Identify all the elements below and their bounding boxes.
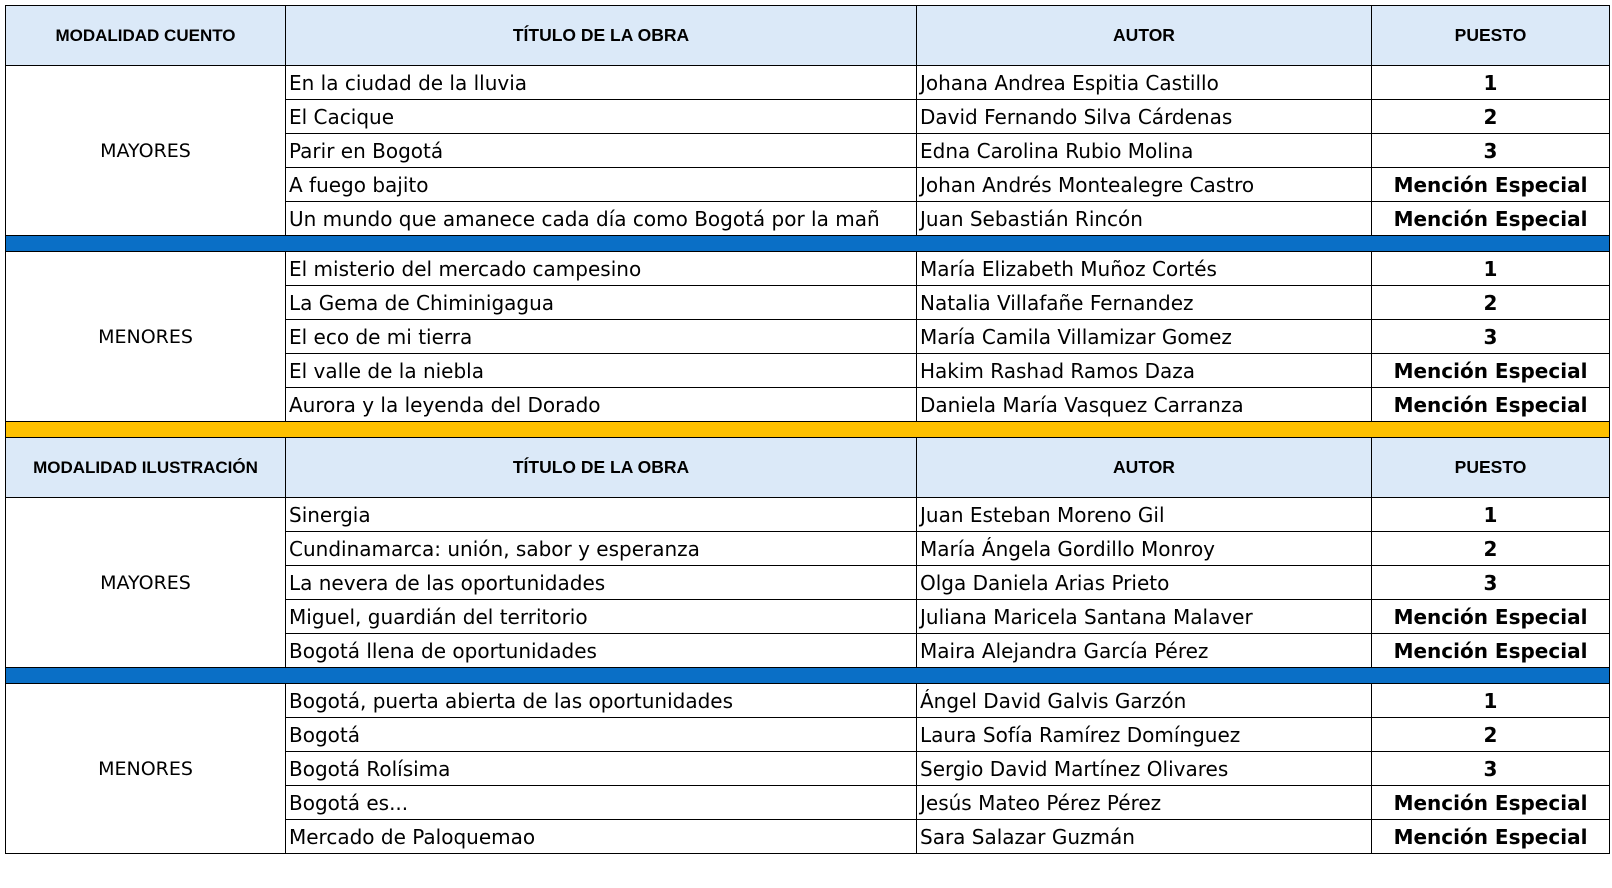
cell-autor: María Ángela Gordillo Monroy <box>917 532 1372 566</box>
cell-autor: Johana Andrea Espitia Castillo <box>917 66 1372 100</box>
cell-autor: Edna Carolina Rubio Molina <box>917 134 1372 168</box>
cell-puesto: 3 <box>1372 134 1610 168</box>
cell-autor: Ángel David Galvis Garzón <box>917 684 1372 718</box>
cell-titulo: El eco de mi tierra <box>286 320 917 354</box>
cell-titulo: A fuego bajito <box>286 168 917 202</box>
header-puesto: PUESTO <box>1372 6 1610 66</box>
group-label: MAYORES <box>6 498 286 668</box>
section-header-cuento <box>6 6 1610 66</box>
cell-puesto: 3 <box>1372 566 1610 600</box>
cell-autor: Jesús Mateo Pérez Pérez <box>917 786 1372 820</box>
cell-titulo: Cundinamarca: unión, sabor y esperanza <box>286 532 917 566</box>
cell-autor: Hakim Rashad Ramos Daza <box>917 354 1372 388</box>
cell-autor: Olga Daniela Arias Prieto <box>917 566 1372 600</box>
cell-puesto: 1 <box>1372 66 1610 100</box>
cell-titulo: Sinergia <box>286 498 917 532</box>
cell-autor: Sara Salazar Guzmán <box>917 820 1372 854</box>
cell-puesto: Mención Especial <box>1372 354 1610 388</box>
cell-titulo: Bogotá llena de oportunidades <box>286 634 917 668</box>
cell-autor: Johan Andrés Montealegre Castro <box>917 168 1372 202</box>
cell-autor: Maira Alejandra García Pérez <box>917 634 1372 668</box>
cell-titulo: Miguel, guardián del territorio <box>286 600 917 634</box>
cell-puesto: 2 <box>1372 718 1610 752</box>
table-row <box>6 252 1610 286</box>
header-autor: AUTOR <box>917 438 1372 498</box>
cell-puesto: Mención Especial <box>1372 820 1610 854</box>
cell-titulo: Bogotá Rolísima <box>286 752 917 786</box>
group-label: MAYORES <box>6 66 286 236</box>
header-modalidad: MODALIDAD ILUSTRACIÓN <box>6 438 286 498</box>
cell-puesto: 1 <box>1372 498 1610 532</box>
section-header-ilustracion <box>6 438 1610 498</box>
cell-titulo: El valle de la niebla <box>286 354 917 388</box>
cell-autor: Daniela María Vasquez Carranza <box>917 388 1372 422</box>
cell-autor: Juan Sebastián Rincón <box>917 202 1372 236</box>
cell-puesto: 3 <box>1372 320 1610 354</box>
cell-puesto: 2 <box>1372 286 1610 320</box>
cell-titulo: El misterio del mercado campesino <box>286 252 917 286</box>
results-table <box>5 5 1610 854</box>
cell-autor: David Fernando Silva Cárdenas <box>917 100 1372 134</box>
cell-puesto: Mención Especial <box>1372 786 1610 820</box>
cell-titulo: La nevera de las oportunidades <box>286 566 917 600</box>
header-titulo: TÍTULO DE LA OBRA <box>286 438 917 498</box>
table-row <box>6 684 1610 718</box>
header-titulo: TÍTULO DE LA OBRA <box>286 6 917 66</box>
cell-autor: María Elizabeth Muñoz Cortés <box>917 252 1372 286</box>
cell-puesto: Mención Especial <box>1372 168 1610 202</box>
cell-autor: Juliana Maricela Santana Malaver <box>917 600 1372 634</box>
cell-autor: Juan Esteban Moreno Gil <box>917 498 1372 532</box>
cell-titulo: Aurora y la leyenda del Dorado <box>286 388 917 422</box>
header-modalidad: MODALIDAD CUENTO <box>6 6 286 66</box>
cell-titulo: Un mundo que amanece cada día como Bogotá por la mañ <box>286 202 917 236</box>
cell-titulo: Bogotá <box>286 718 917 752</box>
cell-autor: Laura Sofía Ramírez Domínguez <box>917 718 1372 752</box>
cell-puesto: 2 <box>1372 532 1610 566</box>
cell-puesto: Mención Especial <box>1372 634 1610 668</box>
header-puesto: PUESTO <box>1372 438 1610 498</box>
cell-autor: Sergio David Martínez Olivares <box>917 752 1372 786</box>
cell-puesto: Mención Especial <box>1372 600 1610 634</box>
cell-titulo: Bogotá es... <box>286 786 917 820</box>
group-label: MENORES <box>6 684 286 854</box>
cell-autor: Natalia Villafañe Fernandez <box>917 286 1372 320</box>
cell-titulo: En la ciudad de la lluvia <box>286 66 917 100</box>
cell-puesto: 3 <box>1372 752 1610 786</box>
group-label: MENORES <box>6 252 286 422</box>
cell-puesto: 1 <box>1372 252 1610 286</box>
header-autor: AUTOR <box>917 6 1372 66</box>
separator-blue <box>6 668 1610 684</box>
cell-puesto: 2 <box>1372 100 1610 134</box>
cell-titulo: Bogotá, puerta abierta de las oportunidades <box>286 684 917 718</box>
cell-titulo: La Gema de Chiminigagua <box>286 286 917 320</box>
cell-puesto: 1 <box>1372 684 1610 718</box>
cell-titulo: El Cacique <box>286 100 917 134</box>
cell-titulo: Mercado de Paloquemao <box>286 820 917 854</box>
cell-titulo: Parir en Bogotá <box>286 134 917 168</box>
cell-autor: María Camila Villamizar Gomez <box>917 320 1372 354</box>
cell-puesto: Mención Especial <box>1372 202 1610 236</box>
separator-yellow <box>6 422 1610 438</box>
table-row <box>6 498 1610 532</box>
table-row <box>6 66 1610 100</box>
cell-puesto: Mención Especial <box>1372 388 1610 422</box>
separator-blue <box>6 236 1610 252</box>
